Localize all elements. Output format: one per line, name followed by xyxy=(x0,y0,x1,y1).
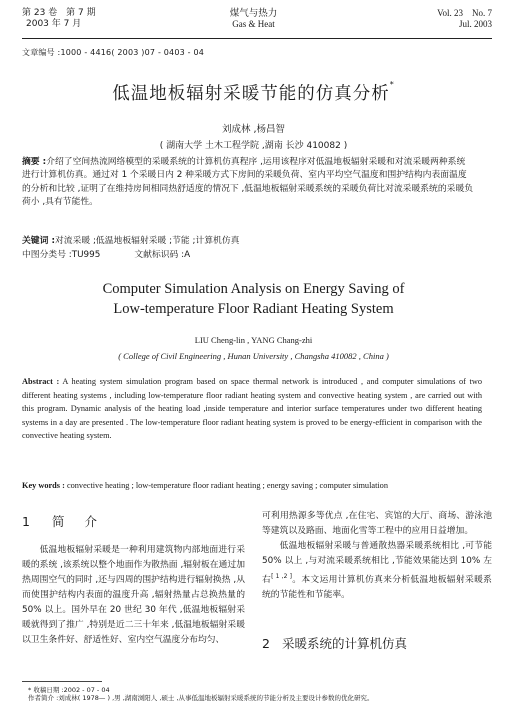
affiliation-en: ( College of Civil Engineering , Hunan University , Changsha 410082 , China ) xyxy=(118,351,389,361)
footnote-author-bio: 作者简介 :刘成林( 1978— ) ,男 ,湖南浏阳人 ,硕士 ,从事低温地板辐射采暖系统的节能分析及主要设计参数的优化研究。 xyxy=(28,694,374,702)
document-code: 文献标识码 :A xyxy=(134,250,191,260)
section-heading-2 xyxy=(262,634,407,652)
journal-name-zh: 煤气与热力 xyxy=(229,8,278,19)
authors-zh: 刘成林 ,杨昌智 xyxy=(221,124,286,135)
abstract-en-text: A heating system simulation program based on space thermal network is introduced , and computer simulations of two different heating systems , including low-temperature floor radiant heating system and convective heating system , are carried out with this program. Dynamic analysis of the heating load ,inside temperature and interior surface temperatures under two different heating systems in a day are presented . The low-temperature floor radiant heating system is proved to be energy-efficient in comparison with the convective heating system. xyxy=(22,377,482,441)
abstract-zh-text: 介绍了空间热流网络模型的采暖系统的计算机仿真程序 ,运用该程序对低温地板辐射采暖和对流采暖两种系统进行计算机仿真。通过对 1 个采暖日内 2 种采暖方式下房间的采暖负荷、室内平均空气温度和围护结构内表面温度的分析和比较 ,证明了在维持房间相同热舒适度的情况下 ,低温地板辐射采暖系统的采暖负荷比对流采暖系统的采暖负荷小 ,具有节能性。 xyxy=(22,157,474,207)
paragraph-2-text-b: 。本文运用计算机仿真来分析低温地板辐射采暖系统的节能性和节能率。 xyxy=(262,574,492,600)
footnote-received: * 收稿日期 :2002 - 07 - 04 xyxy=(28,686,110,694)
keywords-en-text: convective heating ; low-temperature floor radiant heating ; energy saving ; computer simulation xyxy=(66,481,388,490)
paper-title-zh xyxy=(0,80,507,105)
journal-name-en: Gas & Heat xyxy=(232,19,275,29)
journal-volume-en-line: Vol. 23 No. 7 xyxy=(437,8,492,18)
authors-en: LIU Cheng-lin , YANG Chang-zhi xyxy=(194,335,313,345)
section-1-title: 简介 xyxy=(51,514,117,529)
abstract-en xyxy=(22,375,482,443)
paper-title-en-line2: Low-temperature Floor Radiant Heating System xyxy=(113,301,394,317)
article-number: 文章编号 :1000 - 4416( 2003 )07 - 0403 - 04 xyxy=(22,48,205,57)
footnote xyxy=(28,686,488,702)
body-column-left xyxy=(22,543,245,648)
keywords-en xyxy=(22,481,482,490)
section-1-paragraph-2 xyxy=(262,539,492,603)
journal-date-line: 2003 年 7 月 xyxy=(26,19,82,29)
journal-volume-en xyxy=(437,8,492,30)
journal-date-en-line: Jul. 2003 xyxy=(458,19,492,29)
section-1-number: 1 xyxy=(22,514,30,529)
section-1-paragraph-1-cont: 可利用热源多等优点 ,在住宅、宾馆的大厅、商场、游泳池等建筑以及路面、地面化雪等工程中的应用日益增加。 xyxy=(262,511,492,536)
citation: [ 1 ,2 ] xyxy=(271,573,292,580)
classification-zh xyxy=(22,247,224,260)
footnote-rule xyxy=(22,681,102,682)
title-footnote-mark: * xyxy=(389,80,395,89)
header-rule xyxy=(22,38,492,39)
journal-name xyxy=(0,8,507,30)
section-1-paragraph-1: 低温地板辐射采暖是一种利用建筑物内部地面进行采暖的系统 ,该系统以整个地面作为散热面 ,辐射板在通过加热周围空气的同时 ,还与四周的围护结构进行辐射换热 ,从而使围护结构内表面的温度升高 ,辐射热量占总换热量的 50% 以上。国外早在 20 世纪 30 年代 ,低温地板辐射采暖就得到了推广 ,特别是近二三十年来 ,低温地板辐射采暖以卫生条件好、舒适性好、室内空气温度分布均匀、 xyxy=(22,545,245,645)
abstract-en-label: Abstract : xyxy=(22,377,60,386)
section-2-number: 2 xyxy=(262,636,270,651)
section-heading-1 xyxy=(22,512,117,530)
keywords-zh-text: 对流采暖 ;低温地板辐射采暖 ;节能 ;计算机仿真 xyxy=(54,236,240,246)
keywords-en-label: Key words : xyxy=(22,481,65,490)
clc-number: 中图分类号 :TU995 xyxy=(22,250,101,260)
journal-volume-line: 第 23 卷 第 7 期 xyxy=(22,8,96,18)
paragraph-2-text-a: 低温地板辐射采暖与普通散热器采暖系统相比 ,可节能 50% 以上 ,与对流采暖系统相比 ,节能效果能达到 10% 左右 xyxy=(262,541,492,585)
keywords-zh xyxy=(22,233,474,246)
paper-title-en xyxy=(0,279,507,319)
abstract-zh xyxy=(22,156,474,209)
abstract-zh-label: 摘要 : xyxy=(22,157,47,167)
section-2-title: 采暖系统的计算机仿真 xyxy=(281,636,407,651)
keywords-zh-label: 关键词 : xyxy=(22,236,55,246)
paper-title-en-line1: Computer Simulation Analysis on Energy Saving of xyxy=(102,281,405,297)
body-column-right xyxy=(262,509,492,603)
affiliation-zh: ( 湖南大学 土木工程学院 ,湖南 长沙 410082 ) xyxy=(159,141,348,151)
paper-title-zh-text: 低温地板辐射采暖节能的仿真分析 xyxy=(112,84,390,104)
